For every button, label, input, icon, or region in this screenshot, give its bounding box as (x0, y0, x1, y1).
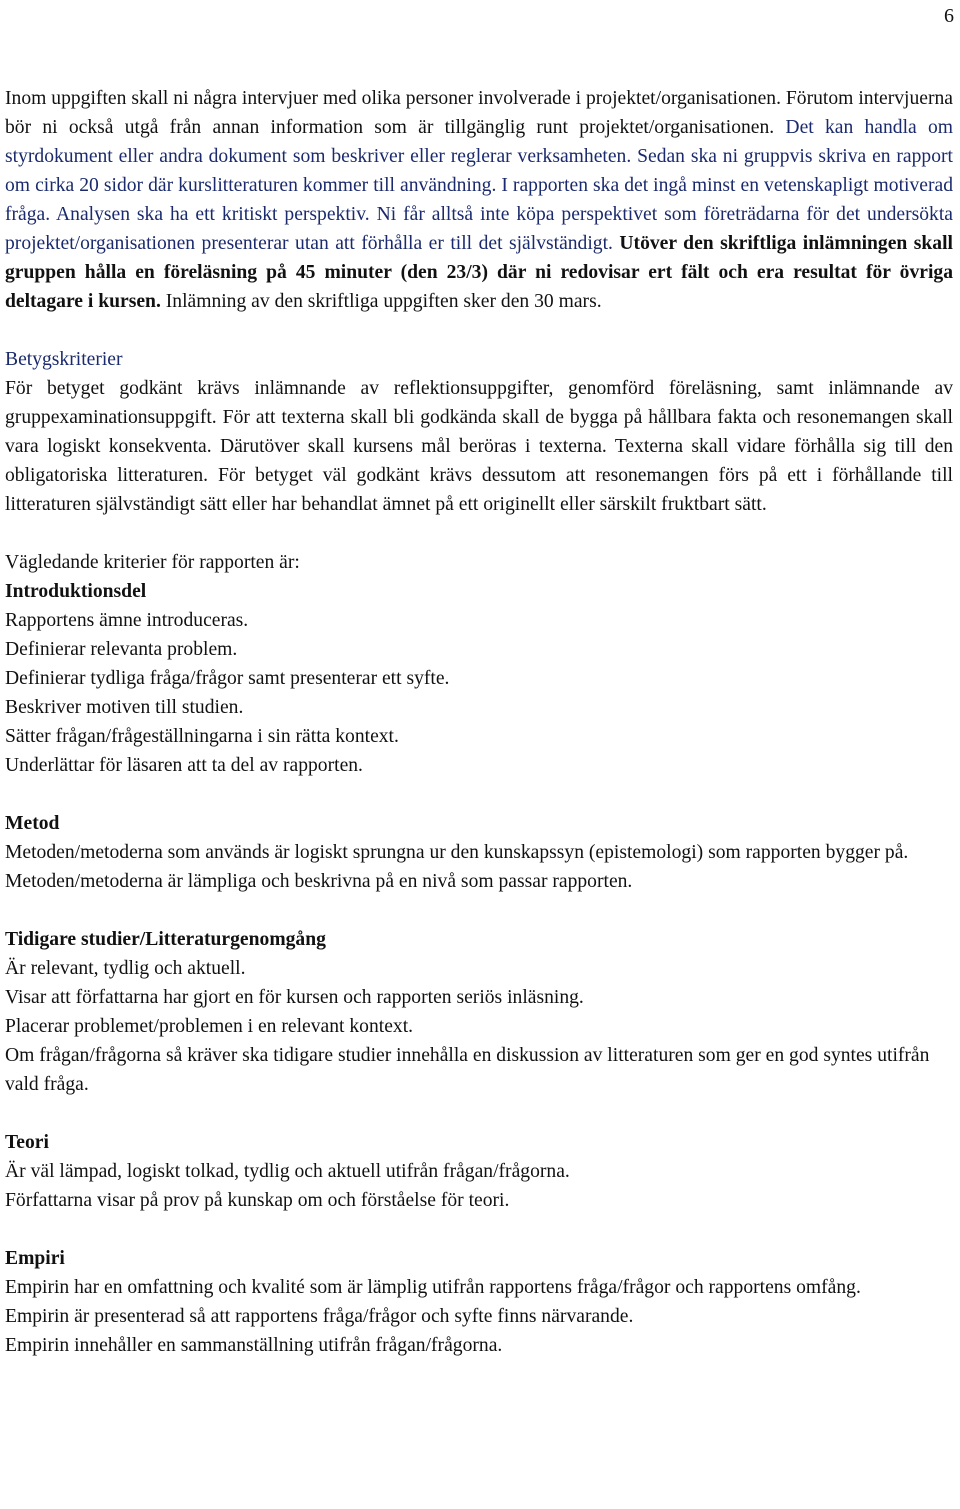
grading-heading: Betygskriterier (5, 349, 123, 370)
intro-text-1: Inom uppgiften skall ni några intervjuer med olika personer involverade i projektet/organisationen. Förutom intervjuerna bör ni också utgå från annan information som är tillgänglig runt projektet/organisationen. (5, 88, 953, 138)
criteria-line: Är väl lämpad, logiskt tolkad, tydlig och aktuell utifrån frågan/frågorna. (5, 1161, 570, 1182)
criteria-line: Metoden/metoderna som används är logiskt sprungna ur den kunskapssyn (epistemologi) som rapporten bygger på. (5, 842, 909, 863)
criteria-line: Definierar relevanta problem. (5, 639, 238, 660)
criteria-line: Empirin är presenterad så att rapportens fråga/frågor och syfte finns närvarande. (5, 1306, 634, 1327)
section-heading-metod: Metod (5, 813, 60, 834)
document-body (5, 84, 953, 1360)
intro-bold-text: Utöver den skriftliga inlämningen skall gruppen hålla en föreläsning på 45 minuter (den 23/3) där ni redovisar ert fält och era resultat för övriga deltagare i kursen. (5, 233, 953, 312)
section-heading-tidigare-studier: Tidigare studier/Litteraturgenomgång (5, 929, 326, 950)
criteria-intro: Vägledande kriterier för rapporten är: (5, 552, 300, 573)
grading-text: För betyget godkänt krävs inlämnande av reflektionsuppgifter, genomförd föreläsning, samt inlämnande av gruppexaminationsuppgift. För att texterna skall bli godkända skall de bygga på hållbara fakta och resonemangen skall vara logiskt konsekventa. Därutöver skall kursens mål beröras i texterna. Texterna skall vidare förhålla sig till den obligatoriska litteraturen. För betyget väl godkänt krävs dessutom att resonemangen förs på ett i förhållande till litteraturen självständigt sätt eller har behandlat ämnet på ett originellt eller särskilt fruktbart sätt. (5, 378, 953, 515)
criteria-line: Visar att författarna har gjort en för kursen och rapporten seriös inläsning. (5, 987, 584, 1008)
criteria-line: Om frågan/frågorna så kräver ska tidigare studier innehålla en diskussion av litteraturen som ger en god syntes utifrån vald fråga. (5, 1045, 930, 1095)
page-number: 6 (944, 5, 954, 27)
intro-text-2: Det kan handla om styrdokument eller andra dokument som beskriver eller reglerar verksamheten. Sedan ska ni gruppvis skriva en rapport om cirka 20 sidor där kurslitteraturen kommer till användning. I rapporten ska det ingå minst en vetenskapligt motiverad fråga. Analysen ska ha ett kritiskt perspektiv. Ni får alltså inte köpa perspektivet som företrädarna för det undersökta projektet/organisationen presenterar utan att förhålla er till det självständigt. (5, 117, 953, 254)
criteria-line: Rapportens ämne introduceras. (5, 610, 249, 631)
criteria-line: Definierar tydliga fråga/frågor samt presenterar ett syfte. (5, 668, 450, 689)
criteria-line: Metoden/metoderna är lämpliga och beskrivna på en nivå som passar rapporten. (5, 871, 633, 892)
criteria-line: Empirin innehåller en sammanställning utifrån frågan/frågorna. (5, 1335, 503, 1356)
criteria-line: Beskriver motiven till studien. (5, 697, 244, 718)
criteria-line: Författarna visar på prov på kunskap om och förståelse för teori. (5, 1190, 510, 1211)
criteria-line: Underlättar för läsaren att ta del av rapporten. (5, 755, 363, 776)
section-heading-introduktionsdel: Introduktionsdel (5, 581, 147, 602)
intro-paragraph (5, 84, 953, 316)
criteria-line: Sätter frågan/frågeställningarna i sin rätta kontext. (5, 726, 399, 747)
criteria-line: Placerar problemet/problemen i en relevant kontext. (5, 1016, 414, 1037)
criteria-line: Är relevant, tydlig och aktuell. (5, 958, 246, 979)
section-heading-empiri: Empiri (5, 1248, 65, 1269)
intro-text-3: Inlämning av den skriftliga uppgiften sker den 30 mars. (160, 291, 602, 312)
section-heading-teori: Teori (5, 1132, 49, 1153)
criteria-line: Empirin har en omfattning och kvalité som är lämplig utifrån rapportens fråga/frågor och rapportens omfång. (5, 1277, 861, 1298)
